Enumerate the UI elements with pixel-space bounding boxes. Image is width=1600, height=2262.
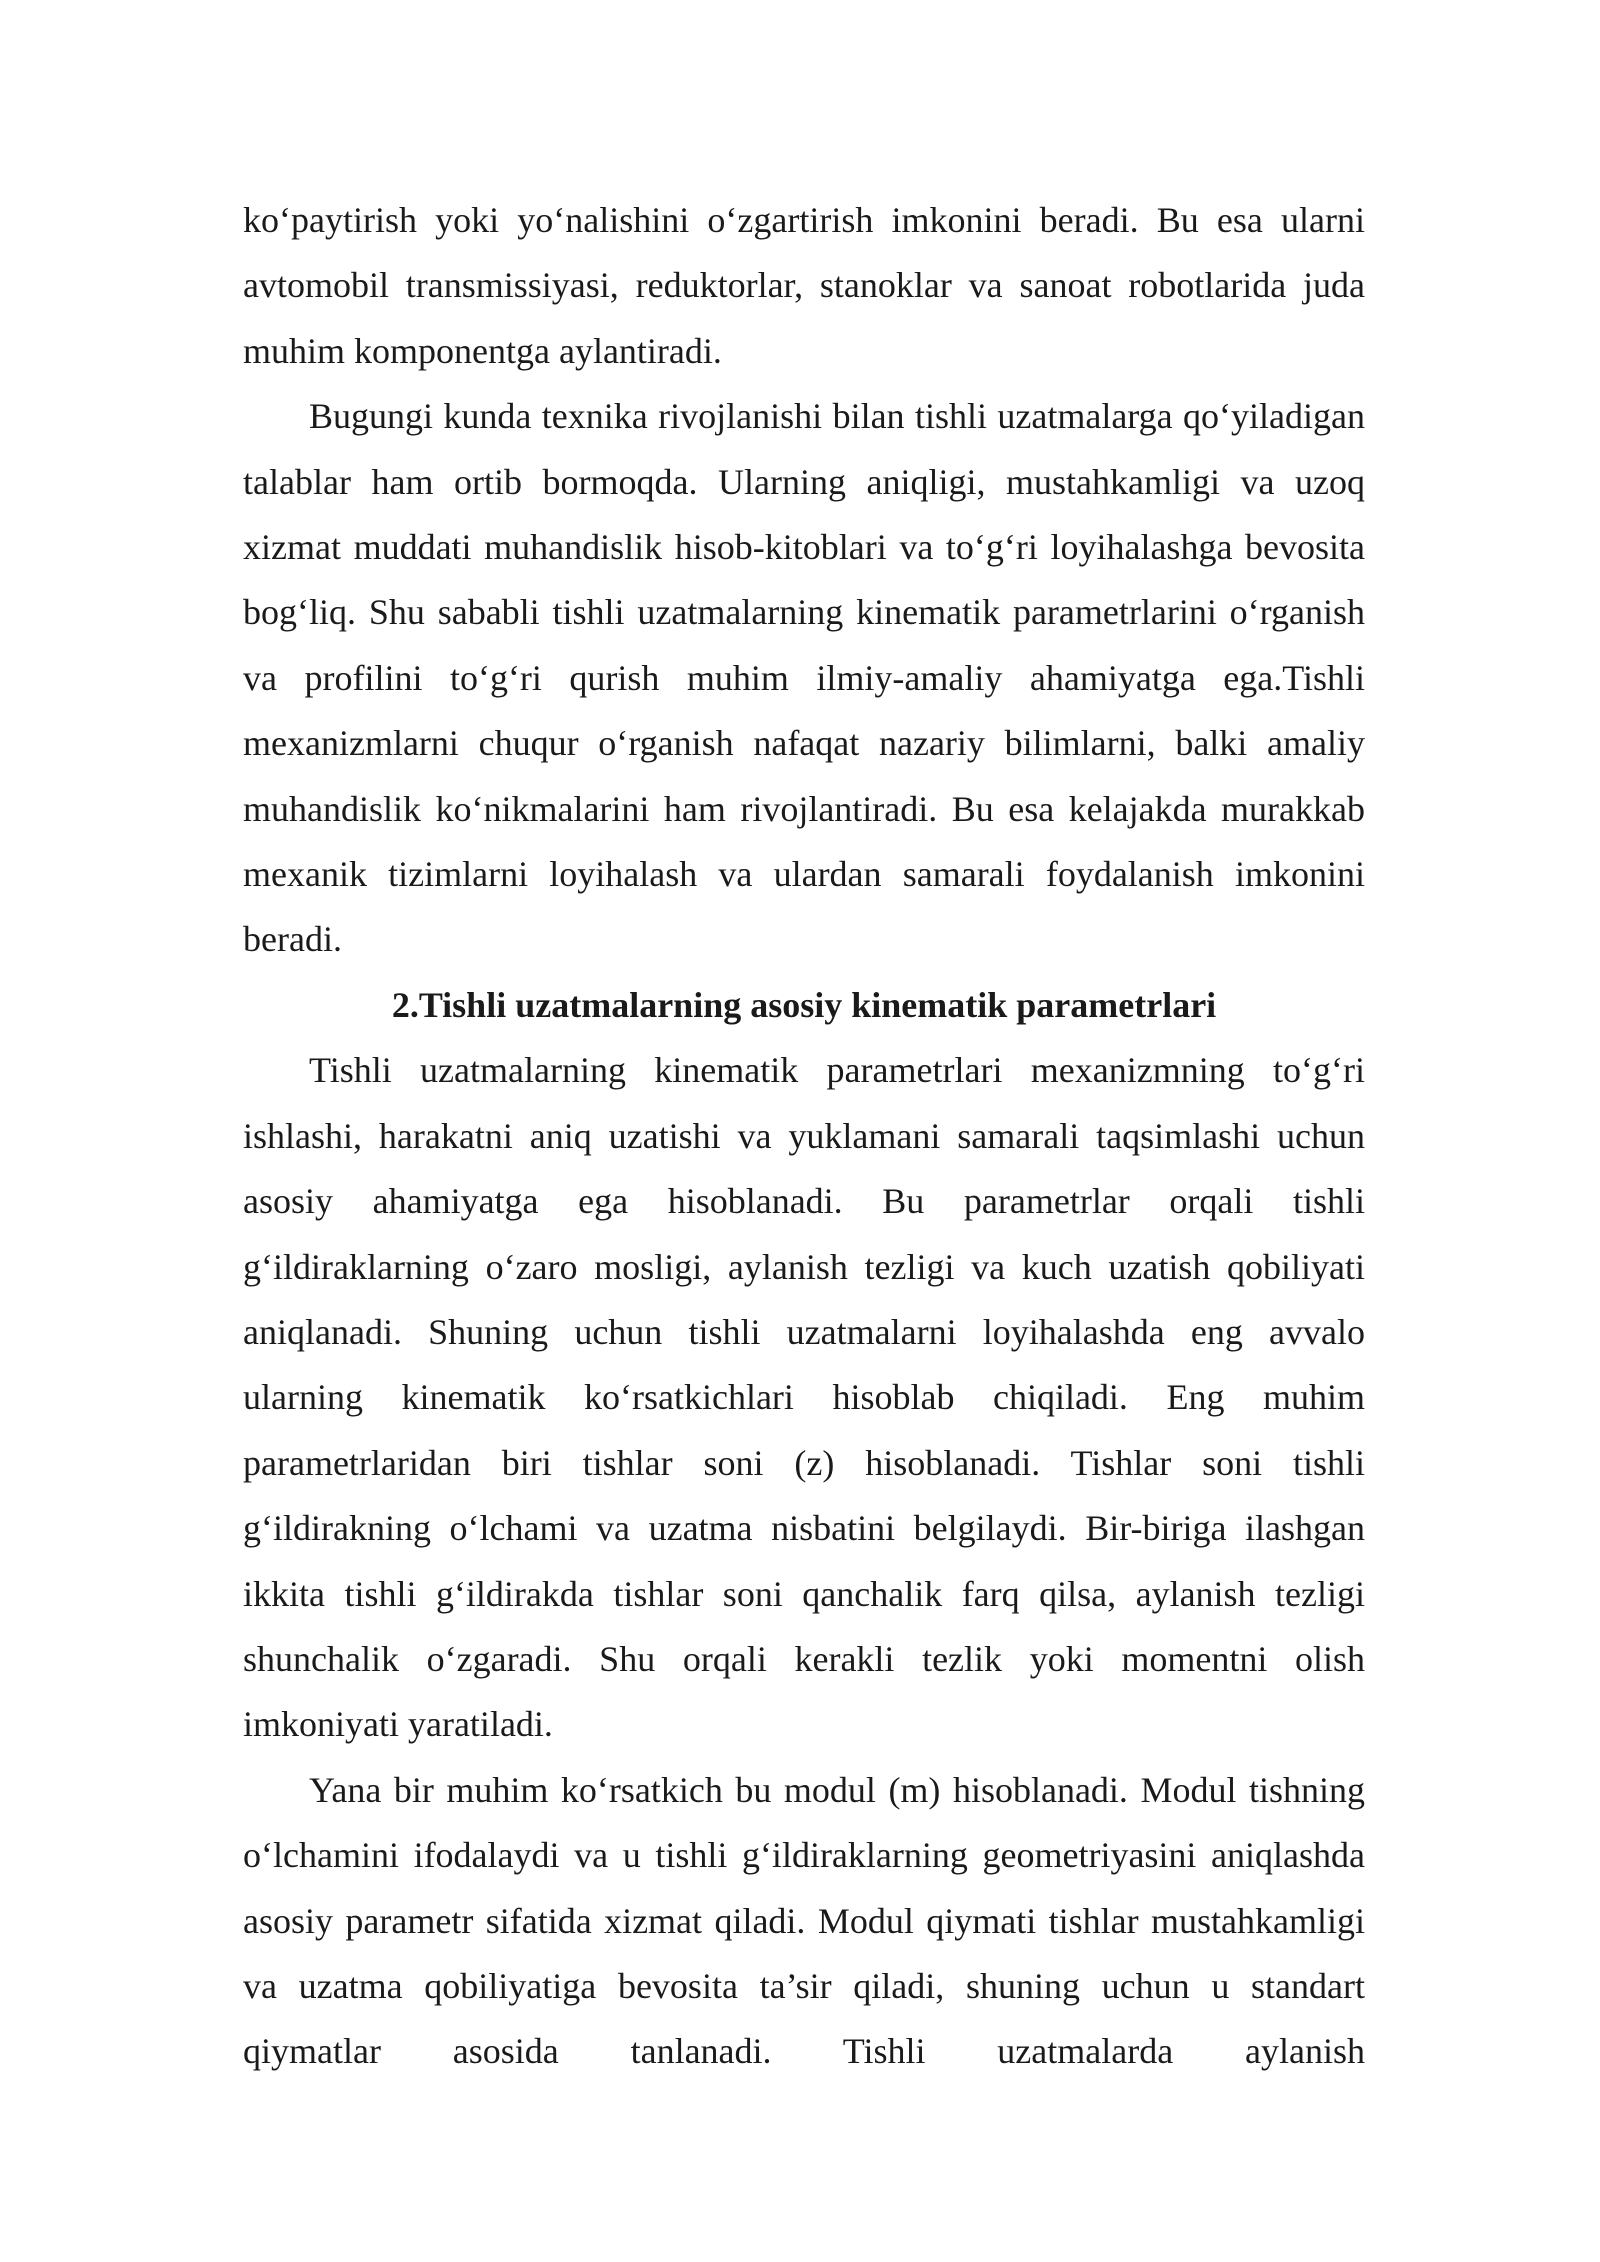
- paragraph-module: Yana bir muhim ko‘rsatkich bu modul (m) hisoblanadi. Modul tishning o‘lchamini ifodalaydi va u tishli g‘ildiraklarning geometriyasini aniqlashda asosiy parametr sifatida xizmat qiladi. Modul qiymati tishlar mustahkamligi va uzatma qobiliyatiga bevosita ta’sir qiladi, shuning uchun u standart qiymatlar asosida tanlanadi. Tishli uzatmalarda aylanish: [243, 1769, 1365, 2072]
- document-page: [243, 188, 1365, 2085]
- section-heading: 2.Tishli uzatmalarning asosiy kinematik parametrlari: [391, 984, 1217, 1025]
- paragraph-kinematic-parameters: Tishli uzatmalarning kinematik parametrlari mexanizmning to‘g‘ri ishlashi, harakatni aniq uzatishi va yuklamani samarali taqsimlashi uchun asosiy ahamiyatga ega hisoblanadi. Bu parametrlar orqali tishli g‘ildiraklarning o‘zaro mosligi, aylanish tezligi va kuch uzatish qobiliyati aniqlanadi. Shuning uchun tishli uzatmalarni loyihalashda eng avvalo ularning kinematik ko‘rsatkichlari hisoblab chiqiladi. Eng muhim parametrlaridan biri tishlar soni (z) hisoblanadi. Tishlar soni tishli g‘ildirakning o‘lchami va uzatma nisbatini belgilaydi. Bir-biriga ilashgan ikkita tishli g‘ildirakda tishlar soni qanchalik farq qilsa, aylanish tezligi shunchalik o‘zgaradi. Shu orqali kerakli tezlik yoki momentni olish imkoniyati yaratiladi.: [243, 1050, 1365, 1745]
- paragraph-intro-continuation: ko‘paytirish yoki yo‘nalishini o‘zgartirish imkonini beradi. Bu esa ularni avtomobil transmissiyasi, reduktorlar, stanoklar va sanoat robotlarida juda muhim komponentga aylantiradi.: [243, 200, 1365, 371]
- paragraph-development: Bugungi kunda texnika rivojlanishi bilan tishli uzatmalarga qo‘yiladigan talablar ham ortib bormoqda. Ularning aniqligi, mustahkamligi va uzoq xizmat muddati muhandislik hisob-kitoblari va to‘g‘ri loyihalashga bevosita bog‘liq. Shu sababli tishli uzatmalarning kinematik parametrlarini o‘rganish va profilini to‘g‘ri qurish muhim ilmiy-amaliy ahamiyatga ega.Tishli mexanizmlarni chuqur o‘rganish nafaqat nazariy bilimlarni, balki amaliy muhandislik ko‘nikmalarini ham rivojlantiradi. Bu esa kelajakda murakkab mexanik tizimlarni loyihalash va ulardan samarali foydalanish imkonini beradi.: [243, 396, 1365, 960]
